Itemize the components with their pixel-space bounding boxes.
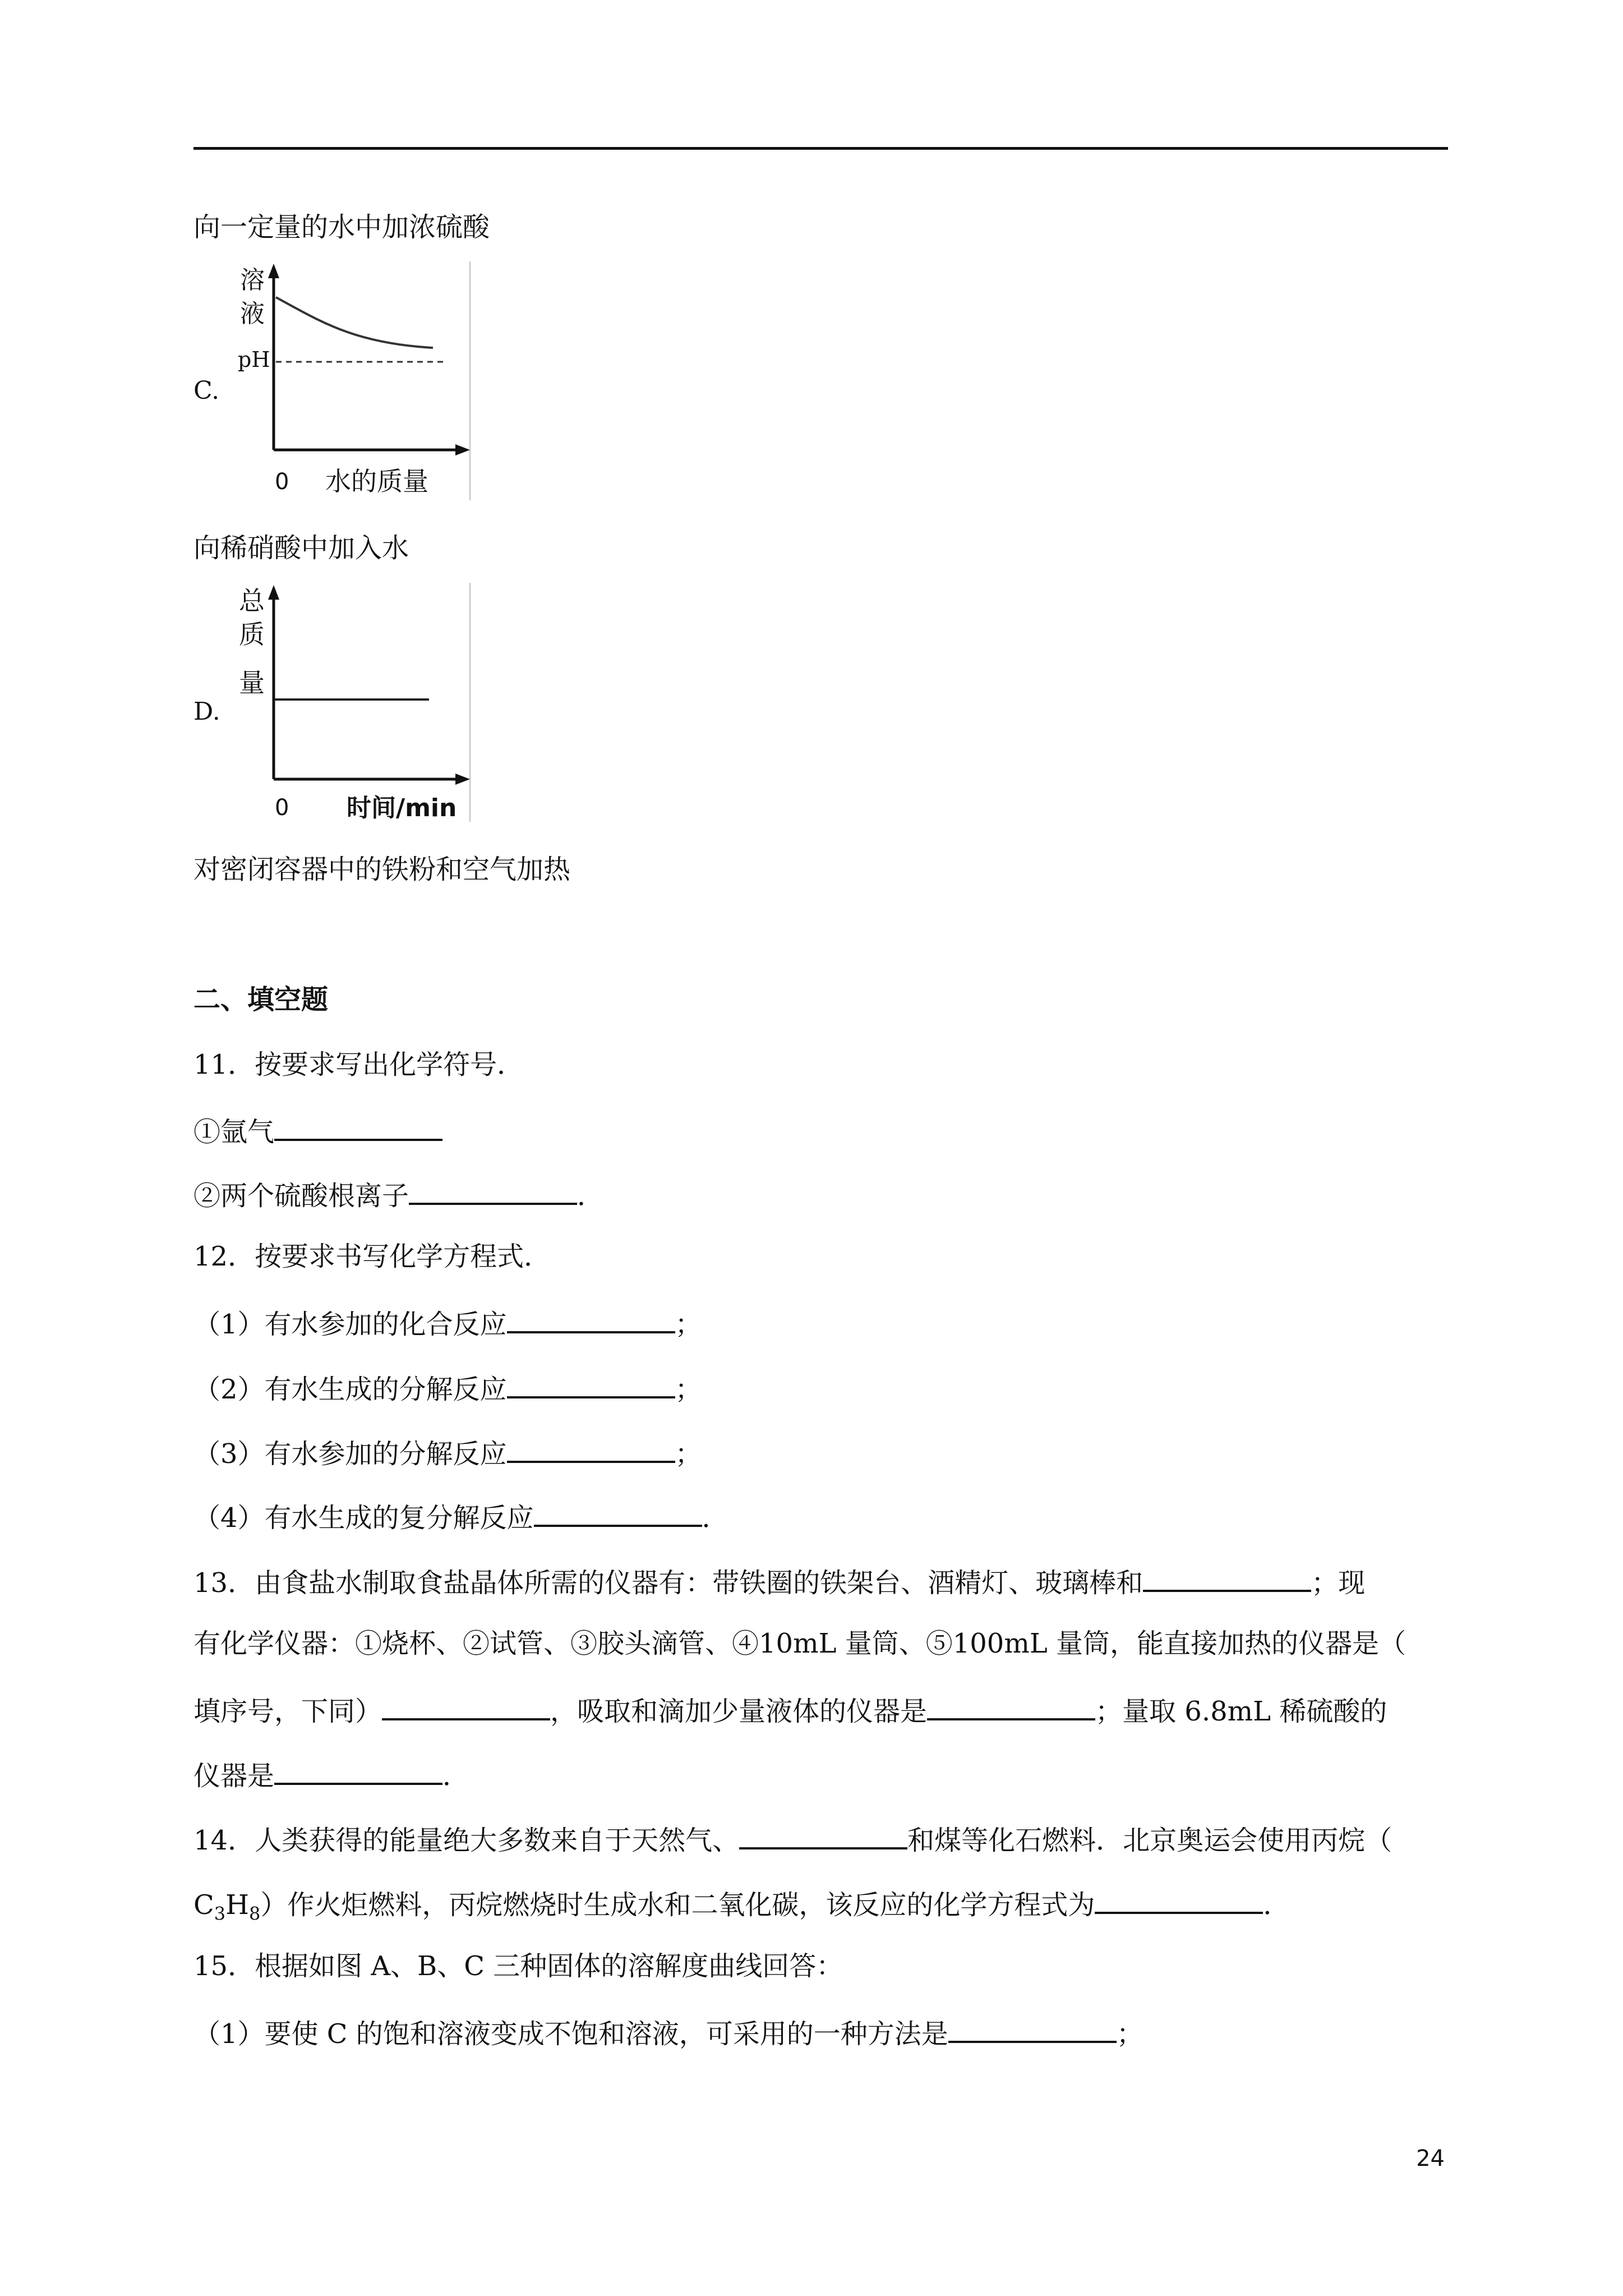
q15-stem: 15．根据如图 A、B、C 三种固体的溶解度曲线回答： [193, 1950, 843, 1982]
y-axis-label-3: pH [238, 347, 270, 372]
y-axis-label-2: 质 [239, 619, 265, 650]
option-d-graph [236, 581, 471, 822]
q11-item2-blank[interactable] [409, 1176, 577, 1205]
q14-line1-text: 14．人类获得的能量绝大多数来自于天然气、 [193, 1825, 740, 1856]
option-d-caption: 对密闭容器中的铁粉和空气加热 [193, 854, 571, 885]
y-axis-label-2: 液 [240, 300, 265, 328]
y-axis-label-3: 量 [239, 668, 265, 698]
page-number: 24 [1416, 2146, 1445, 2171]
q12-item1-blank[interactable] [507, 1304, 675, 1333]
header-rule [193, 147, 1448, 150]
q12-item4-blank[interactable] [534, 1498, 702, 1527]
q12-item2-blank[interactable] [507, 1369, 675, 1398]
q14-blank1[interactable] [739, 1820, 907, 1849]
x-axis-label: 时间/min [347, 794, 457, 822]
q14-blank2[interactable] [1095, 1885, 1263, 1914]
q11-item2 [193, 1176, 604, 1213]
q11-stem: 11．按要求写出化学符号． [193, 1049, 524, 1080]
q11-item1 [193, 1112, 442, 1149]
q15-item1-blank[interactable] [948, 2014, 1117, 2043]
q13-blank3[interactable] [927, 1691, 1095, 1720]
q12-item3-blank[interactable] [507, 1434, 675, 1463]
q15-item1 [193, 2014, 1144, 2051]
q12-stem: 12．按要求书写化学方程式． [193, 1241, 551, 1272]
q13-line4-end: ． [442, 1760, 470, 1792]
option-c-caption: 向稀硝酸中加入水 [193, 532, 409, 564]
q11-item2-end: ． [577, 1180, 605, 1212]
q14-line2 [193, 1885, 1290, 1931]
q12-item4-end: ． [702, 1502, 729, 1534]
q12-item3-text: （3）有水参加的分解反应 [193, 1438, 507, 1470]
q15-item1-end: ； [1116, 2018, 1144, 2050]
option-c-label: C. [193, 376, 220, 405]
origin-label: 0 [275, 469, 289, 495]
q13-blank2[interactable] [382, 1691, 550, 1720]
option-b-caption: 向一定量的水中加浓硫酸 [193, 211, 490, 243]
q12-item4 [193, 1498, 729, 1535]
q12-item1-text: （1）有水参加的化合反应 [193, 1309, 507, 1340]
x-axis-label: 水的质量 [325, 466, 428, 496]
q12-item2-text: （2）有水生成的分解反应 [193, 1374, 507, 1405]
q12-item2-end: ； [675, 1374, 702, 1405]
q12-item4-text: （4）有水生成的复分解反应 [193, 1502, 534, 1534]
propane-formula: $C_3H_8$ [193, 1889, 261, 1925]
q14-line2-end: ． [1263, 1889, 1290, 1921]
q11-item1-blank[interactable] [274, 1112, 442, 1141]
y-axis-label-1: 溶 [240, 266, 265, 295]
q14-line1-end: 和煤等化石燃料．北京奥运会使用丙烷（ [907, 1825, 1393, 1856]
q13-line4-text: 仪器是 [193, 1760, 275, 1792]
q14-line1 [193, 1820, 1392, 1857]
q12-item2 [193, 1369, 702, 1406]
y-axis-label-1: 总 [239, 586, 265, 616]
section-title: 二、填空题 [193, 984, 329, 1015]
q13-line3-text-c: ；量取 6.8mL 稀硫酸的 [1095, 1696, 1387, 1727]
q12-item3-end: ； [675, 1438, 702, 1470]
q13-line2: 有化学仪器：①烧杯、②试管、③胶头滴管、④10mL 量筒、⑤100mL 量筒，能直接加热的仪器是（ [193, 1628, 1406, 1659]
q13-line3 [193, 1691, 1387, 1728]
q13-line3-text-a: 填序号，下同） [193, 1696, 382, 1727]
option-d-label: D. [193, 697, 220, 726]
option-c-graph [236, 259, 471, 500]
q12-item3 [193, 1434, 702, 1471]
q12-item1-end: ； [675, 1309, 702, 1340]
q13-line1 [193, 1563, 1365, 1600]
q11-item1-text: ①氩气 [193, 1116, 275, 1148]
q13-line3-text-b: ，吸取和滴加少量液体的仪器是 [550, 1696, 928, 1727]
q13-line1-end: ；现 [1311, 1567, 1366, 1599]
q13-blank1[interactable] [1143, 1563, 1311, 1592]
q13-line4 [193, 1756, 469, 1793]
q12-item1 [193, 1304, 702, 1341]
q13-blank4[interactable] [274, 1756, 442, 1785]
q15-item1-text: （1）要使 C 的饱和溶液变成不饱和溶液，可采用的一种方法是 [193, 2018, 948, 2050]
q13-line1-text: 13．由食盐水制取食盐晶体所需的仪器有：带铁圈的铁架台、酒精灯、玻璃棒和 [193, 1567, 1144, 1599]
q14-line2-text: ）作火炬燃料，丙烷燃烧时生成水和二氧化碳，该反应的化学方程式为 [260, 1889, 1095, 1921]
q11-item2-text: ②两个硫酸根离子 [193, 1180, 409, 1212]
origin-label: 0 [275, 795, 289, 821]
